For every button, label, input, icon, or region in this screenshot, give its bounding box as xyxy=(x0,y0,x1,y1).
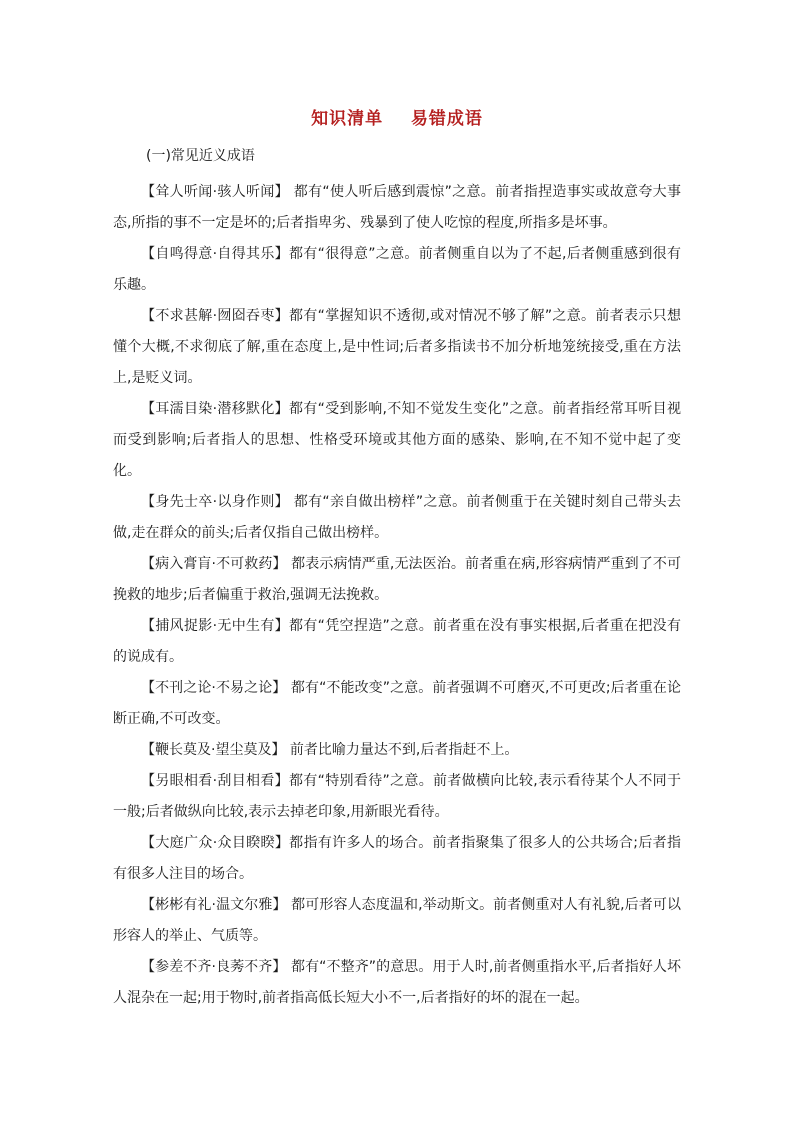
idiom-explanation: 都有“使人听后感到震惊”之意。前者指捏造事实或故意夸大事态,所指的事不一定是坏的;后者指卑劣、残暴到了使人吃惊的程度,所指多是坏事。 xyxy=(113,184,681,231)
section-heading: (一)常见近义成语 xyxy=(146,148,255,164)
idiom-explanation: 都有“不能改变”之意。前者强调不可磨灭,不可更改;后者重在论断正确,不可改变。 xyxy=(113,680,682,727)
idiom-term: 【耸人听闻·骇人听闻】 xyxy=(141,184,289,200)
idiom-entry xyxy=(113,487,681,549)
idiom-entry xyxy=(113,952,681,1014)
idiom-entries xyxy=(113,177,681,1014)
idiom-term: 【另眼相看·刮目相看】 xyxy=(141,773,289,789)
idiom-explanation: 都有“特别看待”之意。前者做横向比较,表示看待某个人不同于一般;后者做纵向比较,表示去掉老印象,用新眼光看待。 xyxy=(113,773,681,820)
idiom-entry xyxy=(113,177,681,239)
idiom-explanation: 都有“凭空捏造”之意。前者重在没有事实根据,后者重在把没有的说成有。 xyxy=(113,618,681,665)
idiom-explanation: 都有“不整齐”的意思。用于人时,前者侧重指水平,后者指好人坏人混杂在一起;用于物时,前者指高低长短大小不一,后者指好的坏的混在一起。 xyxy=(113,959,682,1006)
idiom-term: 【自鸣得意·自得其乐】 xyxy=(141,246,289,262)
idiom-entry xyxy=(113,549,681,611)
idiom-term: 【鞭长莫及·望尘莫及】 xyxy=(141,742,286,758)
idiom-explanation: 都有“掌握知识不透彻,或对情况不够了解”之意。前者表示只想懂个大概,不求彻底了解,重在态度上,是中性词;后者多指读书不加分析地笼统接受,重在方法上,是贬义词。 xyxy=(113,308,681,386)
idiom-term: 【大庭广众·众目睽睽】 xyxy=(141,835,290,851)
idiom-explanation: 前者比喻力量达不到,后者指赶不上。 xyxy=(285,742,519,758)
idiom-term: 【彬彬有礼·温文尔雅】 xyxy=(141,897,287,913)
idiom-entry xyxy=(113,828,681,890)
idiom-term: 【不刊之论·不易之论】 xyxy=(141,680,287,696)
idiom-entry xyxy=(113,673,681,735)
idiom-term: 【不求甚解·囫囵吞枣】 xyxy=(141,308,289,324)
idiom-explanation: 都可形容人态度温和,举动斯文。前者侧重对人有礼貌,后者可以形容人的举止、气质等。 xyxy=(113,897,681,944)
idiom-entry xyxy=(113,611,681,673)
idiom-term: 【耳濡目染·潜移默化】 xyxy=(141,401,289,417)
idiom-entry xyxy=(113,766,681,828)
idiom-explanation: 都有“亲自做出榜样”之意。前者侧重于在关键时刻自己带头去做,走在群众的前头;后者仅指自己做出榜样。 xyxy=(113,494,681,541)
idiom-entry xyxy=(113,239,681,301)
idiom-explanation: 都有“很得意”之意。前者侧重自以为了不起,后者侧重感到很有乐趣。 xyxy=(113,246,681,293)
idiom-explanation: 都有“受到影响,不知不觉发生变化”之意。前者指经常耳听目视而受到影响;后者指人的思想、性格受环境或其他方面的感染、影响,在不知不觉中起了变化。 xyxy=(113,401,681,479)
idiom-entry xyxy=(113,735,681,766)
page-title: 知识清单 易错成语 xyxy=(311,109,483,129)
idiom-term: 【病入膏肓·不可救药】 xyxy=(141,556,287,572)
idiom-explanation: 都指有许多人的场合。前者指聚集了很多人的公共场合;后者指有很多人注目的场合。 xyxy=(113,835,682,882)
idiom-entry xyxy=(113,301,681,394)
idiom-entry xyxy=(113,394,681,487)
idiom-explanation: 都表示病情严重,无法医治。前者重在病,形容病情严重到了不可挽救的地步;后者偏重于救治,强调无法挽救。 xyxy=(113,556,681,603)
idiom-entry xyxy=(113,890,681,952)
idiom-term: 【身先士卒·以身作则】 xyxy=(141,494,289,510)
idiom-term: 【参差不齐·良莠不齐】 xyxy=(141,959,287,975)
idiom-term: 【捕风捉影·无中生有】 xyxy=(141,618,289,634)
